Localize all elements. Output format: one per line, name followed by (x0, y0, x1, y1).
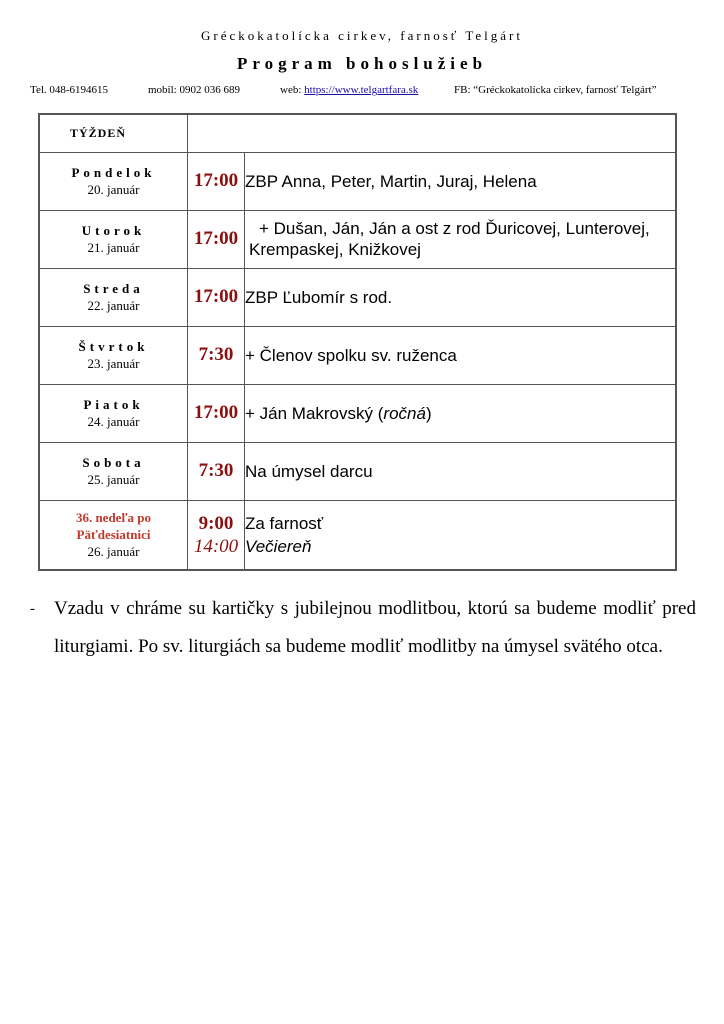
announcement-text: Vzadu v chráme su kartičky s jubilejnou modlitbou, ktorú sa budeme modliť pred liturgiami. Po sv. liturgiách sa budeme modliť modlitby na úmysel svätého otca. (54, 598, 696, 657)
day-cell (39, 326, 188, 384)
intention-text-continued: Krempaskej, Knižkovej (249, 240, 421, 259)
day-date: 25. január (87, 472, 140, 487)
intention-cell (245, 384, 677, 442)
day-cell (39, 442, 188, 500)
intention-text: Za farnosť (245, 513, 324, 533)
day-name: Utorok (81, 223, 146, 238)
day-date: 21. január (87, 240, 140, 255)
intention-cell (245, 210, 677, 268)
day-name: Streda (83, 281, 144, 296)
day-date: 22. január (87, 298, 140, 313)
intention-text: + Dušan, Ján, Ján a ost z rod Ďuricovej, Lunterovej, (259, 219, 650, 238)
church-name: Gréckokatolícka cirkev, farnosť Telgárt (201, 28, 523, 43)
table-row (39, 442, 676, 500)
phone-number: Tel. 048-6194615 (30, 84, 109, 96)
intention-cell (245, 152, 677, 210)
day-name: Piatok (83, 397, 144, 412)
table-row (39, 500, 676, 570)
web-link[interactable]: https://www.telgartfara.sk (304, 84, 419, 96)
intention-cell (245, 268, 677, 326)
intention-text: + Ján Makrovský ( (245, 403, 384, 423)
mobile-number: mobil: 0902 036 689 (148, 84, 240, 96)
day-date: 20. január (87, 182, 140, 197)
intention-text: + Členov spolku sv. ruženca (245, 345, 457, 365)
day-name: 36. nedeľa po Päťdesiatnici (75, 510, 152, 543)
time-cell (188, 500, 245, 570)
week-empty-cell (188, 114, 677, 152)
time-cell (188, 152, 245, 210)
facebook-info: FB: “Gréckokatolícka cirkev, farnosť Telgárt” (454, 84, 657, 96)
intention-text: ZBP Ľubomír s rod. (245, 287, 393, 307)
service-time: 17:00 (193, 402, 239, 423)
day-name: Sobota (82, 455, 145, 470)
table-row (39, 384, 676, 442)
service-time: 7:30 (198, 460, 234, 481)
announcement (30, 590, 696, 666)
table-row (39, 210, 676, 268)
service-time: 9:00 (198, 512, 234, 534)
table-row (39, 326, 676, 384)
day-cell (39, 152, 188, 210)
web-label: web: (280, 84, 302, 96)
week-header-cell (39, 114, 188, 152)
table-row (39, 152, 676, 210)
intention-cell (245, 442, 677, 500)
web-link-group (280, 84, 418, 96)
service-time-second: 14:00 (193, 535, 239, 557)
table-row (39, 268, 676, 326)
time-cell (188, 442, 245, 500)
intention-note: ročná (383, 403, 426, 423)
day-name: Pondelok (71, 165, 156, 180)
service-time: 17:00 (193, 286, 239, 307)
day-cell (39, 210, 188, 268)
intention-cell (245, 500, 677, 570)
service-time: 17:00 (193, 228, 239, 249)
time-cell (188, 384, 245, 442)
day-date: 23. január (87, 356, 140, 371)
day-cell (39, 500, 188, 570)
day-cell (39, 268, 188, 326)
service-time: 17:00 (193, 170, 239, 191)
page-title: Program bohoslužieb (236, 54, 488, 73)
week-label: TÝŽDEŇ (70, 126, 127, 141)
intention-cell (245, 326, 677, 384)
day-name: Štvrtok (78, 339, 149, 354)
day-cell (39, 384, 188, 442)
schedule-table (38, 113, 677, 571)
intention-text: ZBP Anna, Peter, Martin, Juraj, Helena (245, 171, 537, 191)
intention-text: Na úmysel darcu (245, 461, 373, 481)
intention-close: ) (425, 403, 432, 423)
day-date: 24. január (87, 414, 140, 429)
time-cell (188, 326, 245, 384)
bullet-dash: - (30, 601, 35, 617)
day-date: 26. január (87, 544, 140, 560)
time-cell (188, 268, 245, 326)
time-cell (188, 210, 245, 268)
service-time: 7:30 (198, 344, 234, 365)
intention-text-second: Večiereň (245, 536, 312, 556)
table-header-row (39, 114, 676, 152)
